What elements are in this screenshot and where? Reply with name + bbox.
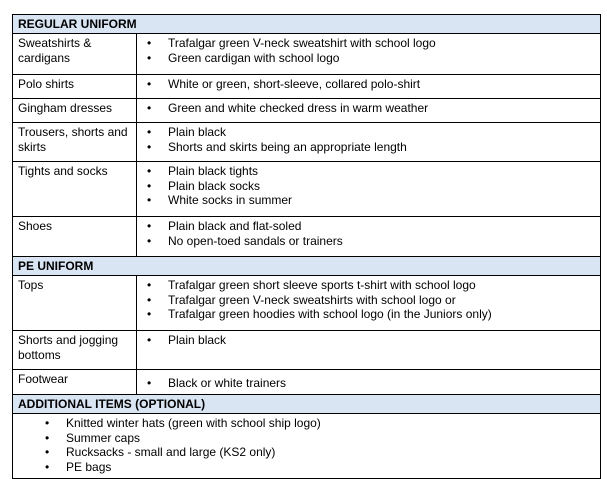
pe-uniform-header-row (13, 257, 601, 276)
row-label: Shoes (13, 217, 137, 257)
table-row (13, 217, 601, 257)
list-item: • Plain black and flat-soled (142, 219, 595, 234)
table-row (13, 370, 601, 395)
table-row (13, 331, 601, 370)
list-item: • Shorts and skirts being an appropriate length (142, 140, 595, 155)
additional-items-row (13, 414, 601, 479)
table-row (13, 123, 601, 162)
list-item: • Knitted winter hats (green with school ship logo) (18, 416, 595, 431)
additional-items-header-row (13, 395, 601, 414)
regular-uniform-header-row (13, 15, 601, 34)
row-label: Footwear (13, 370, 137, 395)
uniform-document (12, 14, 600, 479)
list-item: • Plain black socks (142, 179, 595, 194)
uniform-table (12, 14, 601, 479)
list-item: • Trafalgar green short sleeve sports t-shirt with school logo (142, 278, 595, 293)
table-row (13, 75, 601, 99)
list-item: • Rucksacks - small and large (KS2 only) (18, 445, 595, 460)
pe-uniform-heading: PE UNIFORM (13, 257, 601, 276)
list-item: • Trafalgar green hoodies with school logo (in the Juniors only) (142, 307, 595, 322)
list-item: • Black or white trainers (142, 376, 595, 391)
list-item: • Plain black tights (142, 164, 595, 179)
list-item: • Green and white checked dress in warm weather (142, 101, 595, 116)
row-label: Polo shirts (13, 75, 137, 99)
row-label: Shorts and jogging bottoms (13, 331, 137, 370)
list-item: • PE bags (18, 460, 595, 475)
list-item: • Summer caps (18, 431, 595, 446)
list-item: • Plain black (142, 333, 595, 348)
row-label: Gingham dresses (13, 99, 137, 123)
additional-items-heading: ADDITIONAL ITEMS (OPTIONAL) (13, 395, 601, 414)
table-row (13, 276, 601, 331)
list-item: • Trafalgar green V-neck sweatshirt with school logo (142, 36, 595, 51)
list-item: • No open-toed sandals or trainers (142, 234, 595, 249)
list-item: • White or green, short-sleeve, collared polo-shirt (142, 77, 595, 92)
row-label: Tights and socks (13, 162, 137, 217)
row-label: Sweatshirts & cardigans (13, 34, 137, 75)
list-item: • Plain black (142, 125, 595, 140)
row-label: Trousers, shorts and skirts (13, 123, 137, 162)
table-row (13, 162, 601, 217)
list-item: • Green cardigan with school logo (142, 51, 595, 66)
regular-uniform-heading: REGULAR UNIFORM (13, 15, 601, 34)
list-item: • Trafalgar green V-neck sweatshirts with school logo or (142, 293, 595, 308)
table-row (13, 34, 601, 75)
row-label: Tops (13, 276, 137, 331)
table-row (13, 99, 601, 123)
list-item: • White socks in summer (142, 193, 595, 208)
